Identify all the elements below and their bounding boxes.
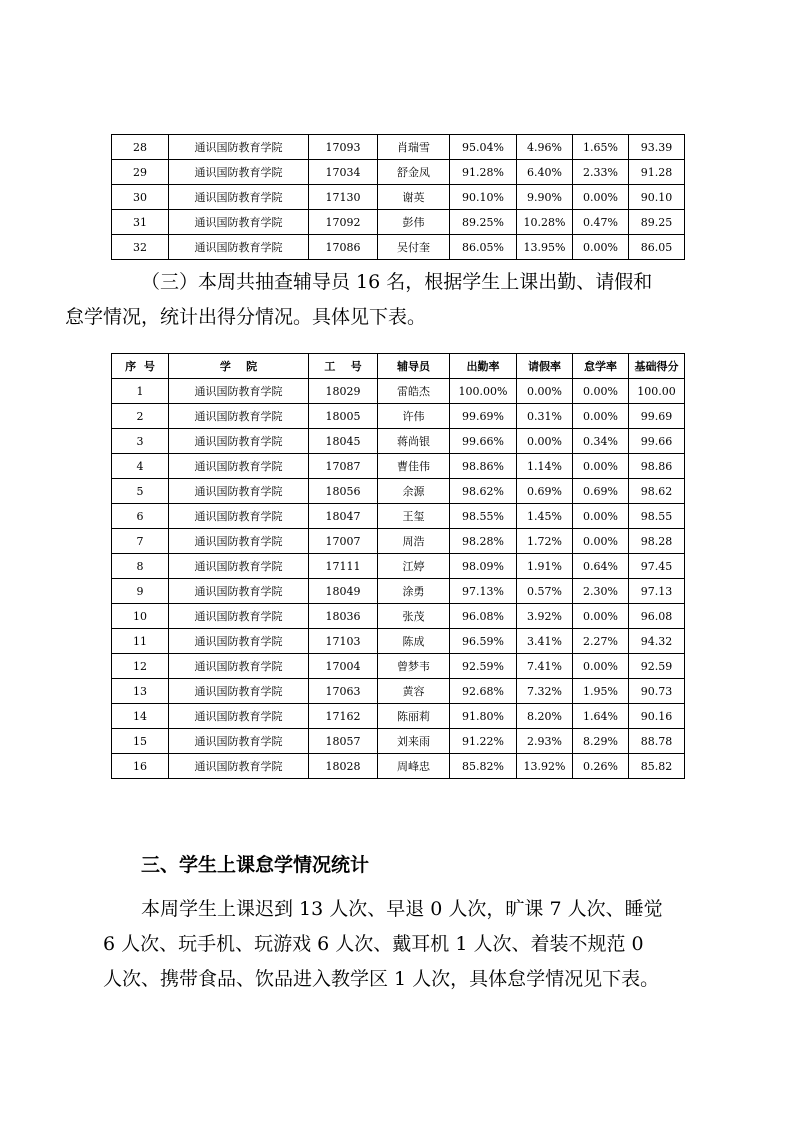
table-cell: 张茂: [378, 604, 450, 629]
table-cell: 86.05%: [450, 235, 517, 260]
table-cell: 2.93%: [517, 729, 573, 754]
column-header: 请假率: [517, 354, 573, 379]
table-cell: 通识国防教育学院: [169, 235, 309, 260]
table-cell: 98.28: [629, 529, 685, 554]
table-row: [112, 379, 685, 404]
table-cell: 0.64%: [573, 554, 629, 579]
table-cell: 98.09%: [450, 554, 517, 579]
table-cell: 90.10: [629, 185, 685, 210]
table-cell: 17093: [309, 135, 378, 160]
section-heading: 三、学生上课怠学情况统计: [141, 854, 370, 876]
table-row: [112, 554, 685, 579]
table-row: [112, 754, 685, 779]
table-cell: 谢英: [378, 185, 450, 210]
table-cell: 通识国防教育学院: [169, 679, 309, 704]
table-cell: 2.33%: [573, 160, 629, 185]
table-cell: 黄容: [378, 679, 450, 704]
table-cell: 17034: [309, 160, 378, 185]
table-cell: 14: [112, 704, 169, 729]
table-cell: 5: [112, 479, 169, 504]
table-cell: 98.55%: [450, 504, 517, 529]
table-cell: 0.47%: [573, 210, 629, 235]
table-cell: 陈成: [378, 629, 450, 654]
table-cell: 85.82%: [450, 754, 517, 779]
table-cell: 通识国防教育学院: [169, 454, 309, 479]
table-cell: 97.13: [629, 579, 685, 604]
table-cell: 通识国防教育学院: [169, 379, 309, 404]
table-cell: 85.82: [629, 754, 685, 779]
counselor-score-table: [111, 353, 685, 779]
table-cell: 92.59: [629, 654, 685, 679]
table-cell: 通识国防教育学院: [169, 160, 309, 185]
table-cell: 18049: [309, 579, 378, 604]
table-cell: 通识国防教育学院: [169, 504, 309, 529]
table-cell: 0.00%: [573, 654, 629, 679]
table-cell: 3.41%: [517, 629, 573, 654]
section3-paragraph: [65, 265, 703, 335]
closing-paragraph: [103, 892, 703, 997]
table-cell: 91.22%: [450, 729, 517, 754]
section3-line2: 怠学情况，统计出得分情况。具体见下表。: [65, 306, 427, 328]
table-cell: 通识国防教育学院: [169, 135, 309, 160]
table-cell: 99.66%: [450, 429, 517, 454]
table-cell: 18029: [309, 379, 378, 404]
table-cell: 13: [112, 679, 169, 704]
table-cell: 雷皓杰: [378, 379, 450, 404]
table-cell: 9: [112, 579, 169, 604]
table-cell: 陈丽莉: [378, 704, 450, 729]
closing-line1: 本周学生上课迟到 13 人次、早退 0 人次，旷课 7 人次、睡觉: [141, 898, 663, 920]
table-cell: 2.30%: [573, 579, 629, 604]
table-row: [112, 160, 685, 185]
table-row: [112, 454, 685, 479]
table-cell: 通识国防教育学院: [169, 429, 309, 454]
table-cell: 周浩: [378, 529, 450, 554]
table-cell: 90.73: [629, 679, 685, 704]
table-row: [112, 504, 685, 529]
table-cell: 94.32: [629, 629, 685, 654]
table-cell: 0.57%: [517, 579, 573, 604]
table-cell: 96.08%: [450, 604, 517, 629]
table-row: [112, 404, 685, 429]
table-cell: 98.28%: [450, 529, 517, 554]
table-cell: 0.69%: [573, 479, 629, 504]
table-cell: 8.20%: [517, 704, 573, 729]
table-cell: 88.78: [629, 729, 685, 754]
table-cell: 17063: [309, 679, 378, 704]
table-cell: 96.59%: [450, 629, 517, 654]
table-cell: 17103: [309, 629, 378, 654]
table-cell: 6: [112, 504, 169, 529]
table-cell: 16: [112, 754, 169, 779]
table-cell: 1.95%: [573, 679, 629, 704]
table-cell: 32: [112, 235, 169, 260]
table-cell: 1.72%: [517, 529, 573, 554]
table-cell: 18005: [309, 404, 378, 429]
table-cell: 13.92%: [517, 754, 573, 779]
table-cell: 0.00%: [573, 185, 629, 210]
attendance-table-continued: [111, 134, 685, 260]
table-cell: 2: [112, 404, 169, 429]
table-cell: 通识国防教育学院: [169, 529, 309, 554]
table-cell: 91.28: [629, 160, 685, 185]
table-cell: 1: [112, 379, 169, 404]
table-cell: 周峰忠: [378, 754, 450, 779]
table-cell: 通识国防教育学院: [169, 554, 309, 579]
table-cell: 100.00: [629, 379, 685, 404]
section3-line1: （三）本周共抽查辅导员 16 名，根据学生上课出勤、请假和: [141, 271, 653, 293]
table-cell: 通识国防教育学院: [169, 729, 309, 754]
table-row: [112, 579, 685, 604]
closing-line3: 人次、携带食品、饮品进入教学区 1 人次，具体怠学情况见下表。: [103, 968, 660, 990]
table-cell: 0.00%: [517, 379, 573, 404]
table-cell: 29: [112, 160, 169, 185]
table-cell: 95.04%: [450, 135, 517, 160]
table-cell: 余源: [378, 479, 450, 504]
table-cell: 涂勇: [378, 579, 450, 604]
table-cell: 93.39: [629, 135, 685, 160]
table-row: [112, 604, 685, 629]
table-cell: 彭伟: [378, 210, 450, 235]
table-cell: 7: [112, 529, 169, 554]
table-row: [112, 210, 685, 235]
table-cell: 92.68%: [450, 679, 517, 704]
table-cell: 15: [112, 729, 169, 754]
table-cell: 通识国防教育学院: [169, 404, 309, 429]
table-cell: 3: [112, 429, 169, 454]
table-cell: 0.69%: [517, 479, 573, 504]
table-cell: 通识国防教育学院: [169, 185, 309, 210]
table-cell: 99.66: [629, 429, 685, 454]
table-cell: 6.40%: [517, 160, 573, 185]
table-cell: 刘来雨: [378, 729, 450, 754]
table-cell: 通识国防教育学院: [169, 754, 309, 779]
column-header: 学 院: [169, 354, 309, 379]
table-cell: 7.41%: [517, 654, 573, 679]
table-row: [112, 429, 685, 454]
table-row: [112, 729, 685, 754]
table-cell: 99.69: [629, 404, 685, 429]
table-cell: 曹佳伟: [378, 454, 450, 479]
table-cell: 4.96%: [517, 135, 573, 160]
table-cell: 13.95%: [517, 235, 573, 260]
table-cell: 90.16: [629, 704, 685, 729]
table-cell: 18056: [309, 479, 378, 504]
table-cell: 18028: [309, 754, 378, 779]
table-cell: 11: [112, 629, 169, 654]
table-cell: 0.00%: [573, 235, 629, 260]
table-row: [112, 679, 685, 704]
table-cell: 18045: [309, 429, 378, 454]
table-row: [112, 235, 685, 260]
table-row: [112, 704, 685, 729]
table-cell: 0.26%: [573, 754, 629, 779]
table-cell: 4: [112, 454, 169, 479]
column-header: 辅导员: [378, 354, 450, 379]
table-cell: 0.00%: [573, 404, 629, 429]
table-cell: 98.55: [629, 504, 685, 529]
table-cell: 17004: [309, 654, 378, 679]
table-cell: 96.08: [629, 604, 685, 629]
table-cell: 89.25: [629, 210, 685, 235]
table-cell: 90.10%: [450, 185, 517, 210]
table-cell: 91.28%: [450, 160, 517, 185]
table-cell: 肖瑞雪: [378, 135, 450, 160]
table-cell: 97.13%: [450, 579, 517, 604]
table-cell: 89.25%: [450, 210, 517, 235]
table-cell: 通识国防教育学院: [169, 654, 309, 679]
table-cell: 91.80%: [450, 704, 517, 729]
table-cell: 98.86%: [450, 454, 517, 479]
table-cell: 18047: [309, 504, 378, 529]
column-header: 怠学率: [573, 354, 629, 379]
table-cell: 17087: [309, 454, 378, 479]
table-cell: 98.62%: [450, 479, 517, 504]
table-row: [112, 629, 685, 654]
table-cell: 28: [112, 135, 169, 160]
table-cell: 1.14%: [517, 454, 573, 479]
table-cell: 1.45%: [517, 504, 573, 529]
table-cell: 97.45: [629, 554, 685, 579]
table-cell: 17086: [309, 235, 378, 260]
table-cell: 86.05: [629, 235, 685, 260]
table-cell: 1.64%: [573, 704, 629, 729]
closing-line2: 6 人次、玩手机、玩游戏 6 人次、戴耳机 1 人次、着装不规范 0: [103, 933, 644, 955]
table-cell: 曾梦韦: [378, 654, 450, 679]
table-cell: 3.92%: [517, 604, 573, 629]
table-cell: 31: [112, 210, 169, 235]
table-cell: 舒金凤: [378, 160, 450, 185]
table-cell: 1.65%: [573, 135, 629, 160]
table-cell: 0.00%: [573, 379, 629, 404]
table-cell: 通识国防教育学院: [169, 629, 309, 654]
table-cell: 王玺: [378, 504, 450, 529]
column-header: 基础得分: [629, 354, 685, 379]
table-cell: 许伟: [378, 404, 450, 429]
table-cell: 7.32%: [517, 679, 573, 704]
table-cell: 98.86: [629, 454, 685, 479]
table-cell: 1.91%: [517, 554, 573, 579]
table-cell: 17162: [309, 704, 378, 729]
table-cell: 0.34%: [573, 429, 629, 454]
table-cell: 2.27%: [573, 629, 629, 654]
table-cell: 17092: [309, 210, 378, 235]
table-cell: 0.31%: [517, 404, 573, 429]
table-cell: 8: [112, 554, 169, 579]
table-cell: 0.00%: [573, 454, 629, 479]
table-cell: 江婷: [378, 554, 450, 579]
table-cell: 30: [112, 185, 169, 210]
table-row: [112, 185, 685, 210]
table-row: [112, 529, 685, 554]
table-header-row: [112, 354, 685, 379]
table-cell: 0.00%: [517, 429, 573, 454]
table-cell: 12: [112, 654, 169, 679]
table-cell: 8.29%: [573, 729, 629, 754]
table-cell: 92.59%: [450, 654, 517, 679]
table-cell: 通识国防教育学院: [169, 210, 309, 235]
table-cell: 18057: [309, 729, 378, 754]
table-row: [112, 135, 685, 160]
table-cell: 通识国防教育学院: [169, 579, 309, 604]
table-cell: 17007: [309, 529, 378, 554]
table-cell: 通识国防教育学院: [169, 704, 309, 729]
column-header: 工 号: [309, 354, 378, 379]
table-cell: 0.00%: [573, 529, 629, 554]
column-header: 序 号: [112, 354, 169, 379]
table-cell: 通识国防教育学院: [169, 479, 309, 504]
table-cell: 98.62: [629, 479, 685, 504]
table-cell: 0.00%: [573, 504, 629, 529]
table-cell: 0.00%: [573, 604, 629, 629]
column-header: 出勤率: [450, 354, 517, 379]
table-cell: 17111: [309, 554, 378, 579]
table-row: [112, 479, 685, 504]
table-cell: 100.00%: [450, 379, 517, 404]
table-cell: 17130: [309, 185, 378, 210]
table-cell: 蒋尚银: [378, 429, 450, 454]
table-cell: 通识国防教育学院: [169, 604, 309, 629]
table-cell: 99.69%: [450, 404, 517, 429]
table-cell: 9.90%: [517, 185, 573, 210]
table-row: [112, 654, 685, 679]
table-cell: 10.28%: [517, 210, 573, 235]
table-cell: 18036: [309, 604, 378, 629]
table-cell: 吴付奎: [378, 235, 450, 260]
table-cell: 10: [112, 604, 169, 629]
